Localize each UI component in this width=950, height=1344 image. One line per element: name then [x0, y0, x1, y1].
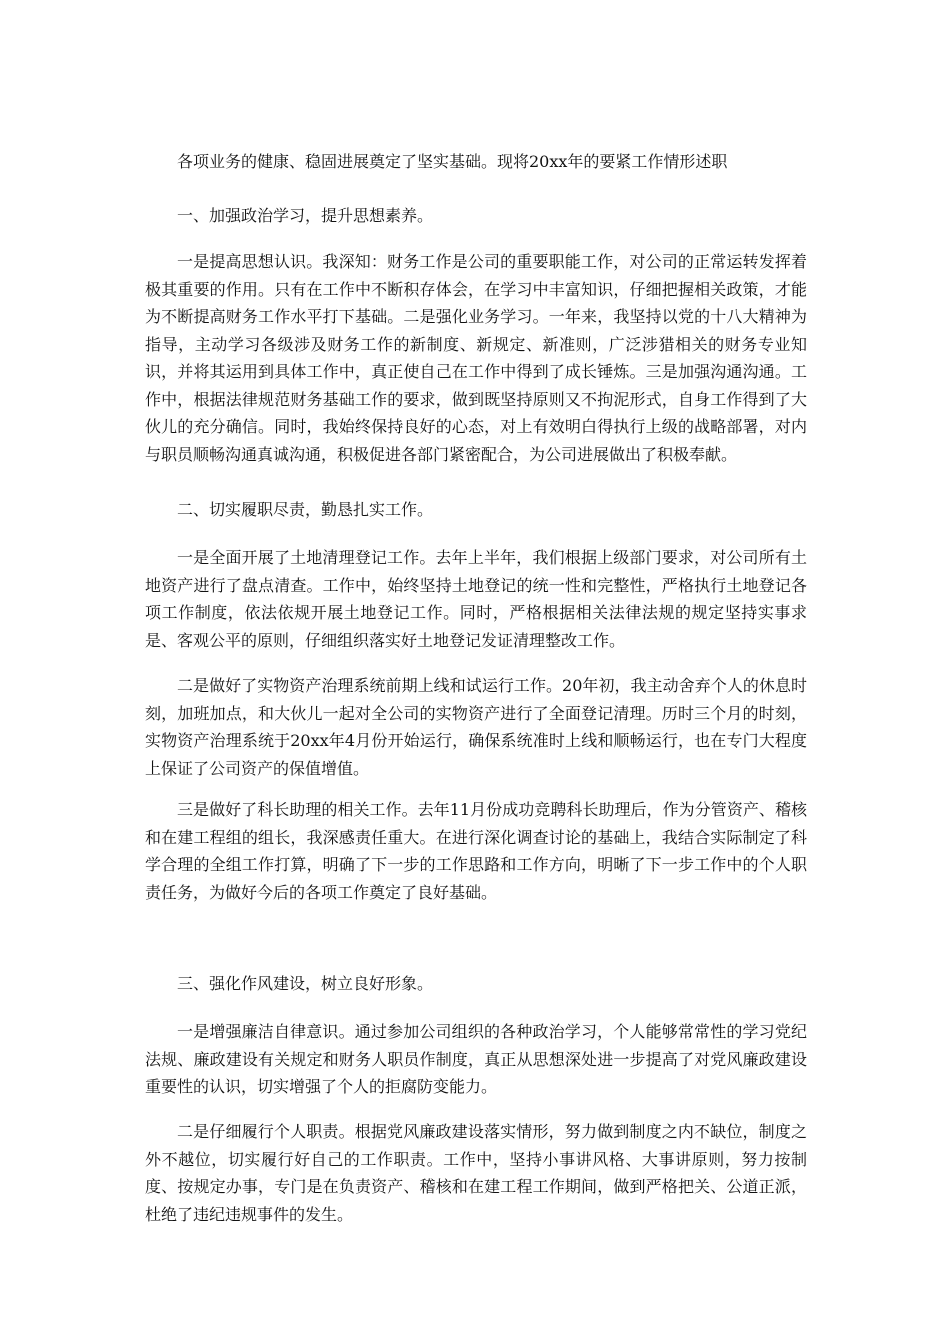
section-heading-1: 一、加强政治学习，提升思想素养。	[177, 206, 434, 225]
intro-paragraph: 各项业务的健康、稳固进展奠定了坚实基础。现将20xx年的要紧工作情形述职	[177, 152, 728, 171]
paragraph-integrity-awareness: 一是增强廉洁自律意识。通过参加公司组织的各种政治学习，个人能够常常性的学习党纪法规、廉政建设有关规定和财务人职员作制度，真正从思想深处进一步提高了对党风廉政建设重要性的认识，切实增强了个人的拒腐防变能力。	[145, 1022, 807, 1096]
paragraph-section-chief-assistant: 三是做好了科长助理的相关工作。去年11月份成功竞聘科长助理后，作为分管资产、稽核和在建工程组的组长，我深感责任重大。在进行深化调查讨论的基础上，我结合实际制定了科学合理的全组工作打算，明确了下一步的工作思路和工作方向，明晰了下一步工作中的个人职责任务，为做好今后的各项工作奠定了良好基础。	[145, 800, 807, 902]
document-page	[145, 0, 807, 1344]
paragraph-land-registration: 一是全面开展了土地清理登记工作。去年上半年，我们根据上级部门要求，对公司所有土地资产进行了盘点清查。工作中，始终坚持土地登记的统一性和完整性，严格执行土地登记各项工作制度，依法依规开展土地登记工作。同时，严格根据相关法律法规的规定坚持实事求是、客观公平的原则，仔细组织落实好土地登记发证清理整改工作。	[145, 548, 807, 650]
paragraph-asset-system: 二是做好了实物资产治理系统前期上线和试运行工作。20年初，我主动舍弃个人的休息时刻，加班加点，和大伙儿一起对全公司的实物资产进行了全面登记清理。历时三个月的时刻，实物资产治理系统于20xx年4月份开始运行，确保系统准时上线和顺畅运行，也在专门大程度上保证了公司资产的保值增值。	[145, 676, 807, 778]
section-heading-2: 二、切实履职尽责，勤恳扎实工作。	[177, 500, 434, 519]
paragraph-personal-duties: 二是仔细履行个人职责。根据党风廉政建设落实情形，努力做到制度之内不缺位，制度之外不越位，切实履行好自己的工作职责。工作中，坚持小事讲风格、大事讲原则，努力按制度、按规定办事，专门是在负责资产、稽核和在建工程工作期间，做到严格把关、公道正派，杜绝了违纪违规事件的发生。	[145, 1122, 807, 1224]
section-heading-3: 三、强化作风建设，树立良好形象。	[177, 974, 434, 993]
paragraph-thought-awareness: 一是提高思想认识。我深知：财务工作是公司的重要职能工作，对公司的正常运转发挥着极其重要的作用。只有在工作中不断积存体会，在学习中丰富知识，仔细把握相关政策，才能为不断提高财务工作水平打下基础。二是强化业务学习。一年来，我坚持以党的十八大精神为指导，主动学习各级涉及财务工作的新制度、新规定、新准则，广泛涉猎相关的财务专业知识，并将其运用到具体工作中，真正使自己在工作中得到了成长锤炼。三是加强沟通沟通。工作中，根据法律规范财务基础工作的要求，做到既坚持原则又不拘泥形式，自身工作得到了大伙儿的充分确信。同时，我始终保持良好的心态，对上有效明白得执行上级的战略部署，对内与职员顺畅沟通真诚沟通，积极促进各部门紧密配合，为公司进展做出了积极奉献。	[145, 252, 807, 464]
